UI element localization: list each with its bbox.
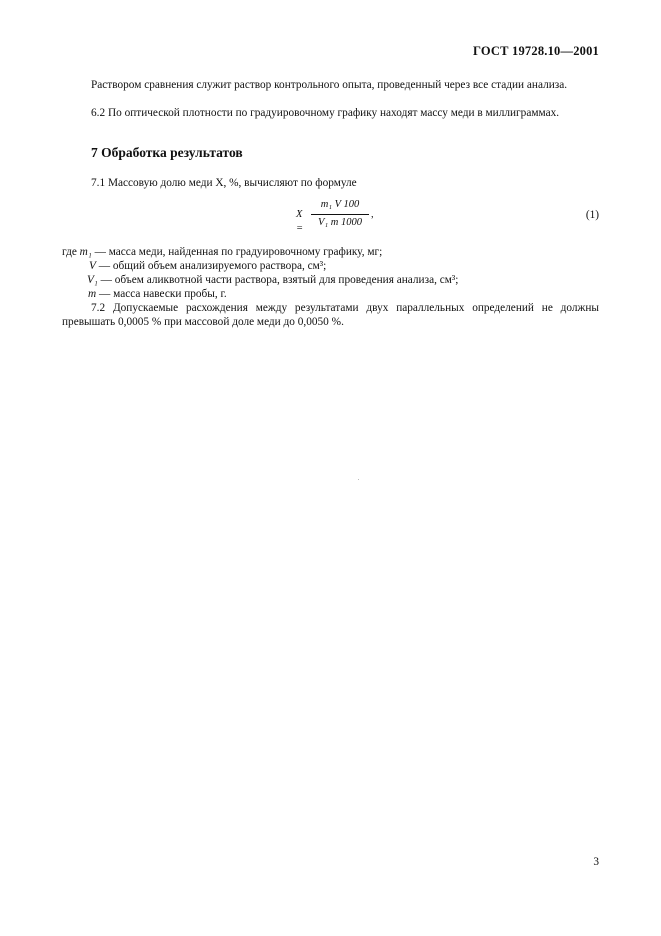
formula-numerator: m₁ V 100	[320, 199, 360, 210]
definition-symbol: m₁	[79, 246, 92, 258]
formula-comma: ,	[371, 209, 374, 220]
formula-fraction	[311, 198, 369, 230]
scan-speck	[358, 479, 359, 480]
definition-text: — масса меди, найденная по градуировочному графику, мг;	[91, 246, 383, 258]
definition-symbol: V	[89, 260, 96, 272]
document-header: ГОСТ 19728.10—2001	[473, 44, 599, 58]
definition-symbol: V₁	[87, 274, 98, 286]
variable-definitions	[62, 245, 599, 301]
definition-text: — масса навески пробы, г.	[96, 288, 227, 300]
definition-v1	[62, 273, 599, 287]
paragraph-reference-solution: Раствором сравнения служит раствор контрольного опыта, проведенный через все стадии анализа.	[91, 79, 568, 91]
paragraph-6-2: 6.2 По оптической плотности по градуировочному графику находят массу меди в миллиграммах.	[91, 107, 560, 119]
definition-prefix: где	[62, 246, 80, 258]
definition-m1	[62, 245, 599, 259]
section-title: 7 Обработка результатов	[91, 145, 243, 160]
definition-v	[62, 259, 599, 273]
equation-number: (1)	[585, 209, 599, 221]
formula-denominator: V₁ m 1000	[318, 217, 362, 228]
definition-symbol: m	[88, 288, 97, 300]
formula-lhs: X =	[296, 209, 304, 234]
definition-text: — объем аликвотной части раствора, взятый для проведения анализа, см³;	[97, 274, 459, 286]
paragraph-7-2: 7.2 Допускаемые расхождения между результатами двух параллельных определений не должны превышать 0,0005 % при массовой доле меди до 0,0050 %.	[62, 302, 599, 328]
page-number: 3	[593, 856, 599, 868]
paragraph-7-1: 7.1 Массовую долю меди X, %, вычисляют по формуле	[91, 177, 357, 189]
definition-m	[62, 287, 599, 301]
definition-text: — общий объем анализируемого раствора, см³;	[95, 260, 327, 272]
